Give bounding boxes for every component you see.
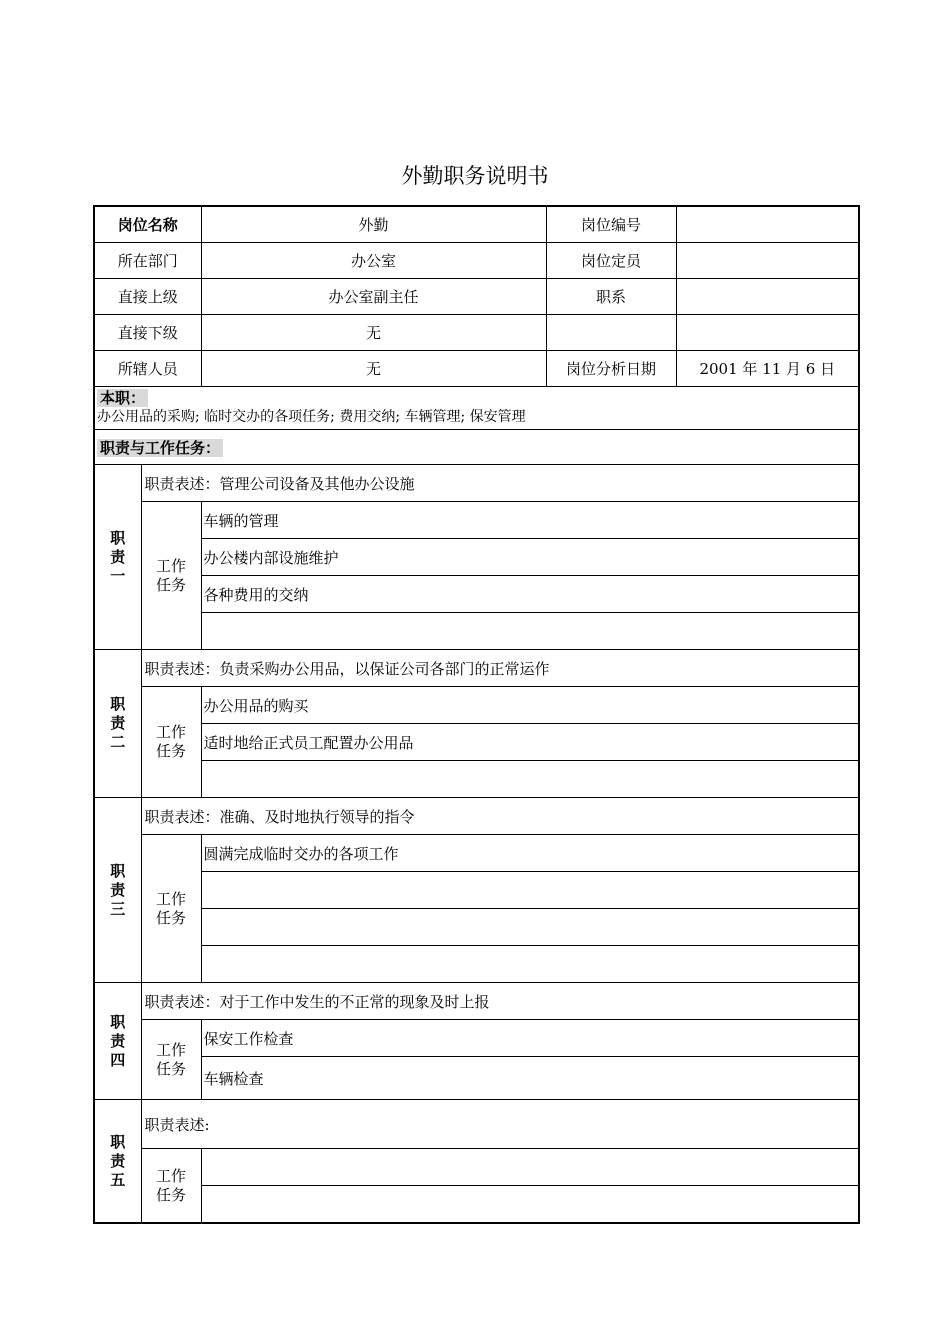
task-row (94, 946, 859, 983)
duty-label-text: 职责三 (110, 861, 126, 918)
value-superior: 办公室副主任 (201, 279, 546, 315)
task-item: 各种费用的交纳 (201, 576, 859, 613)
duty-description: 职责表述：管理公司设备及其他办公设施 (141, 465, 859, 502)
task-item (201, 1186, 859, 1224)
value-post-number (676, 206, 859, 243)
duty-label (94, 798, 141, 983)
task-row (94, 761, 859, 798)
task-row (94, 909, 859, 946)
duty-label (94, 650, 141, 798)
duty-label (94, 1100, 141, 1224)
document-title: 外勤职务说明书 (401, 164, 549, 188)
task-row (94, 1057, 859, 1100)
header-row-subordinate (94, 315, 859, 351)
duties-section-row (94, 430, 859, 465)
duty-desc-row (94, 1100, 859, 1149)
job-description-sheet (93, 205, 858, 1224)
task-item (201, 946, 859, 983)
duty-label-text: 职责四 (110, 1012, 126, 1069)
duties-section-label: 职责与工作任务： (97, 439, 223, 457)
task-label (141, 502, 201, 650)
duty-desc-row (94, 465, 859, 502)
task-label (141, 835, 201, 983)
task-label (141, 1020, 201, 1100)
header-row-superior (94, 279, 859, 315)
value-subordinate: 无 (201, 315, 546, 351)
task-item (201, 761, 859, 798)
duty-desc-row (94, 983, 859, 1020)
duty-label-text: 职责五 (110, 1132, 126, 1189)
task-row (94, 1020, 859, 1057)
task-row (94, 1186, 859, 1224)
task-item: 车辆的管理 (201, 502, 859, 539)
task-row (94, 576, 859, 613)
value-department: 办公室 (201, 243, 546, 279)
benzhi-content: 办公用品的采购; 临时交办的各项任务; 费用交纳; 车辆管理; 保安管理 (97, 409, 526, 425)
label-post-name: 岗位名称 (94, 206, 201, 243)
duty-label-text: 职责二 (110, 695, 126, 751)
benzhi-row (94, 387, 859, 430)
benzhi-label: 本职： (97, 389, 148, 407)
value-analysis-date: 2001 年 11 月 6 日 (676, 351, 859, 387)
value-job-family (676, 279, 859, 315)
task-item (201, 1149, 859, 1186)
task-label (141, 1149, 201, 1224)
label-post-number: 岗位编号 (546, 206, 676, 243)
duty-description: 职责表述：负责采购办公用品，以保证公司各部门的正常运作 (141, 650, 859, 687)
task-item: 圆满完成临时交办的各项工作 (201, 835, 859, 872)
task-item (201, 872, 859, 909)
label-job-family: 职系 (546, 279, 676, 315)
task-row (94, 872, 859, 909)
duty-label (94, 983, 141, 1100)
header-row-post-name (94, 206, 859, 243)
label-staff: 所辖人员 (94, 351, 201, 387)
job-description-table (93, 205, 860, 1224)
task-row (94, 724, 859, 761)
duty-desc-row (94, 650, 859, 687)
task-row (94, 502, 859, 539)
task-row (94, 1149, 859, 1186)
task-label-text: 工作任务 (155, 723, 186, 760)
task-item: 办公楼内部设施维护 (201, 539, 859, 576)
task-row (94, 687, 859, 724)
task-item (201, 909, 859, 946)
task-label-text: 工作任务 (155, 889, 186, 927)
duties-section-cell (94, 430, 859, 465)
task-item: 车辆检查 (201, 1057, 859, 1100)
label-headcount: 岗位定员 (546, 243, 676, 279)
task-label-text: 工作任务 (155, 1040, 186, 1078)
duty-label (94, 465, 141, 650)
task-row (94, 539, 859, 576)
value-staff: 无 (201, 351, 546, 387)
duty-desc-row (94, 798, 859, 835)
task-row (94, 613, 859, 650)
task-item (201, 613, 859, 650)
duty-label-text: 职责一 (110, 528, 126, 585)
header-row-staff (94, 351, 859, 387)
label-department: 所在部门 (94, 243, 201, 279)
task-label (141, 687, 201, 798)
task-item: 保安工作检查 (201, 1020, 859, 1057)
empty-value-cell (676, 315, 859, 351)
task-label-text: 工作任务 (155, 556, 186, 594)
task-item: 办公用品的购买 (201, 687, 859, 724)
empty-label-cell (546, 315, 676, 351)
value-headcount (676, 243, 859, 279)
benzhi-cell (94, 387, 859, 430)
label-subordinate: 直接下级 (94, 315, 201, 351)
label-analysis-date: 岗位分析日期 (546, 351, 676, 387)
duty-description: 职责表述: (141, 1100, 859, 1149)
duty-description: 职责表述：对于工作中发生的不正常的现象及时上报 (141, 983, 859, 1020)
task-row (94, 835, 859, 872)
header-row-department (94, 243, 859, 279)
label-superior: 直接上级 (94, 279, 201, 315)
task-item: 适时地给正式员工配置办公用品 (201, 724, 859, 761)
duty-description: 职责表述：准确、及时地执行领导的指令 (141, 798, 859, 835)
value-post-name: 外勤 (201, 206, 546, 243)
task-label-text: 工作任务 (155, 1166, 186, 1204)
